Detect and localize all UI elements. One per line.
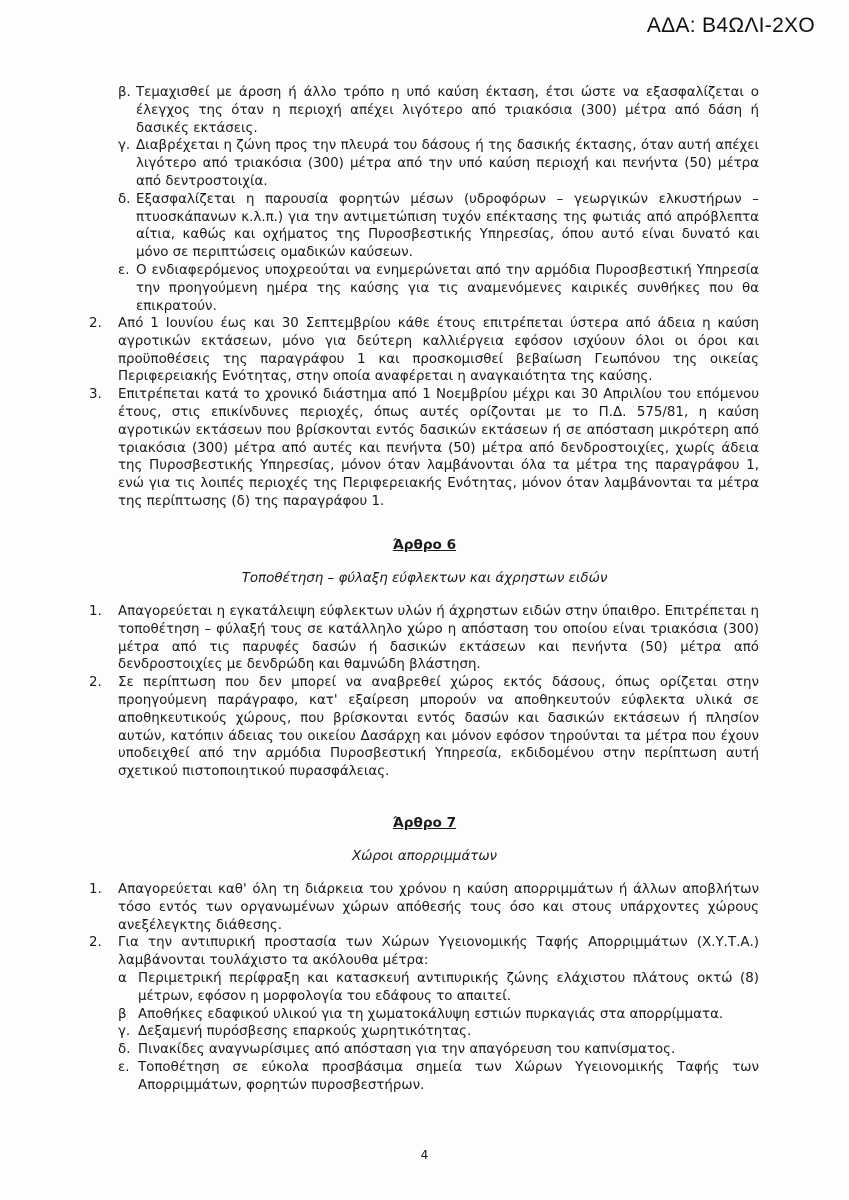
item-label: δ. [118,1042,131,1058]
list-item [0,84,849,137]
item-text: Πινακίδες αναγνωρίσιμες από απόσταση για την απαγόρευση του καπνίσματος. [138,1042,676,1058]
item-text: Περιμετρική περίφραξη και κατασκευή αντιπυρικής ζώνης ελάχιστου πλάτους οκτώ (8) μέτρων, εφόσον η μορφολογία του εδάφους το απαιτεί. [138,970,759,1004]
item-text: Σε περίπτωση που δεν μπορεί να αναβρεθεί χώρος εκτός δάσους, όπως ορίζεται στην προηγούμενη παράγραφο, κατ' εξαίρεση μπορούν να αποθηκευτούν εύφλεκτα υλικά σε αποθηκευτικούς χώρους, που βρίσκονται εντός δασών και δασικών εκτάσεων ή πλησίον αυτών, κατόπιν άδειας του οικείου Δασάρχη και μόνον εφόσον τηρούνται τα μέτρα που έχουν υποδειχθεί από την αρμόδια Πυροσβεστική Υπηρεσία, εκδιδομένου στην περίπτωση αυτή σχετικού πιστοποιητικού πυρασφάλειας. [118,675,759,780]
item-text: Εξασφαλίζεται η παρουσία φορητών μέσων (υδροφόρων – γεωργικών ελκυστήρων – πτυοσκάπανων κ.λ.π.) για την αντιμετώπιση τυχόν επέκτασης της φωτιάς από απρόβλεπτα αίτια, καθώς και οχήματος της Πυροσβεστικής Υπηρεσίας, όπου αυτό είναι δυνατό και μόνο σε περιπτώσεις ομαδικών καύσεων. [136,191,759,261]
list-item [0,1023,849,1041]
item-label: α [118,970,127,986]
item-label: β [118,1006,127,1022]
list-item [0,386,849,511]
item-text: Για την αντιπυρική προστασία των Χώρων Υγειονομικής Ταφής Απορριμμάτων (Χ.Υ.Τ.Α.) λαμβάνονται τουλάχιστο τα ακόλουθα μέτρα: [118,935,759,969]
list-item [0,674,849,781]
list-item [0,1041,849,1059]
article-6-items [0,603,849,781]
item-label: 2. [89,675,102,691]
item-label: γ. [118,138,131,154]
list-item [0,970,849,1006]
item-label: 1. [89,604,102,619]
item-label: δ. [118,191,131,207]
item-text: Απαγορεύεται καθ' όλη τη διάρκεια του χρόνου η καύση απορριμμάτων ή άλλων αποβλήτων τόσο εντός των οργανωμένων χώρων απόθεσής τους όσο και στους υπάρχοντες χώρους ανεξέλεγκτης διάθεσης. [118,882,759,933]
list-item [0,934,849,970]
item-label: γ. [118,1024,131,1040]
list-item [0,603,849,674]
list-item [0,881,849,934]
item-text: Τοποθέτηση σε εύκολα προσβάσιμα σημεία των Χώρων Υγειονομικής Ταφής των Απορριμμάτων, φορητών πυροσβεστήρων. [138,1059,759,1093]
article-7-heading: Άρθρο 7 [392,815,457,831]
item-label: 3. [89,387,102,403]
page-number: 4 [420,1148,429,1162]
item-text: Τεμαχισθεί με άροση ή άλλο τρόπο η υπό καύση έκταση, έτσι ώστε να εξασφαλίζεται ο έλεγχος της όταν η περιοχή απέχει λιγότερο από τριακόσια (300) μέτρα από δάση ή δασικές εκτάσεις. [136,85,759,136]
top-subitems [0,84,849,315]
article-6-heading: Άρθρο 6 [392,537,457,553]
item-text: Από 1 Ιουνίου έως και 30 Σεπτεμβρίου κάθε έτους επιτρέπεται ύστερα από άδεια η καύση αγροτικών εκτάσεων, μόνο για δεύτερη καλλιέργεια εφόσον ισχύουν όλοι οι όροι και προϋποθέσεις της παραγράφου 1 και προσκομισθεί βεβαίωση Γεωπόνου της οικείας Περιφερειακής Ενότητας, στην οποία αναφέρεται η αναγκαιότητα της καύσης. [118,316,759,385]
item-text: Ο ενδιαφερόμενος υποχρεούται να ενημερώνεται από την αρμόδια Πυροσβεστική Υπηρεσία την προηγούμενη ημέρα της καύσης για τις αναμενόμενες καιρικές συνθήκες που θα επικρατούν. [136,262,759,314]
list-item [0,1059,849,1095]
list-item [0,137,849,190]
article-7-subtitle: Χώροι απορριμμάτων [351,849,498,864]
item-text: Απαγορεύεται η εγκατάλειψη εύφλεκτων υλών ή άχρηστων ειδών στην ύπαιθρο. Επιτρέπεται η τοποθέτηση – φύλαξή τους σε κατάλληλο χώρο η απόσταση του οποίου είναι τριακόσια (300) μέτρα από τις παρυφές δασών ή δασικών εκτάσεων και πενήντα (50) μέτρα από δενδροστοιχίες με δενδρώδη και θαμνώδη βλάστηση. [118,604,759,673]
item-text: Δεξαμενή πυρόσβεσης επαρκούς χωρητικότητας. [138,1024,472,1040]
list-item [0,191,849,262]
item-label: ε. [118,262,130,278]
article-6-subtitle: Τοποθέτηση – φύλαξη εύφλεκτων και άχρηστων ειδών [241,571,608,586]
article-7-items [0,881,849,1095]
item-label: 1. [89,882,102,897]
list-item [0,315,849,386]
item-text: Επιτρέπεται κατά το χρονικό διάστημα από 1 Νοεμβρίου μέχρι και 30 Απριλίου του επόμενου έτους, στις επικίνδυνες περιοχές, όπως αυτές ορίζονται με το Π.Δ. 575/81, η καύση αγροτικών εκτάσεων που βρίσκονται εντός δασικών εκτάσεων ή σε απόσταση μικρότερη από τριακόσια (300) μέτρα από αυτές και πενήντα (50) μέτρα από δενδροστοιχίες, χωρίς άδεια της Πυροσβεστικής Υπηρεσίας, μόνον όταν λαμβάνονται όλα τα μέτρα της παραγράφου 1, ενώ για τις λοιπές περιοχές της Περιφερειακής Ενότητας, μόνον όταν λαμβάνονται τα μέτρα της περίπτωσης (δ) της παραγράφου 1. [118,387,759,509]
list-item [0,262,849,315]
item-label: ε. [118,1059,130,1075]
item-text: Διαβρέχεται η ζώνη προς την πλευρά του δάσους ή της δασικής έκτασης, όταν αυτή απέχει λιγότερο από τριακόσια (300) μέτρα από την υπό καύση περιοχή και πενήντα (50) μέτρα από δεντροστοιχία. [136,138,759,189]
item-text: Αποθήκες εδαφικού υλικού για τη χωματοκάλυψη εστιών πυρκαγιάς στα απορρίμματα. [138,1006,724,1022]
top-items [0,315,849,511]
item-label: β. [118,85,131,100]
item-label: 2. [89,316,102,331]
list-item [0,1006,849,1024]
ada-code: ΑΔΑ: Β4ΩΛΙ-2ΧΟ [646,14,815,37]
item-label: 2. [89,935,102,951]
